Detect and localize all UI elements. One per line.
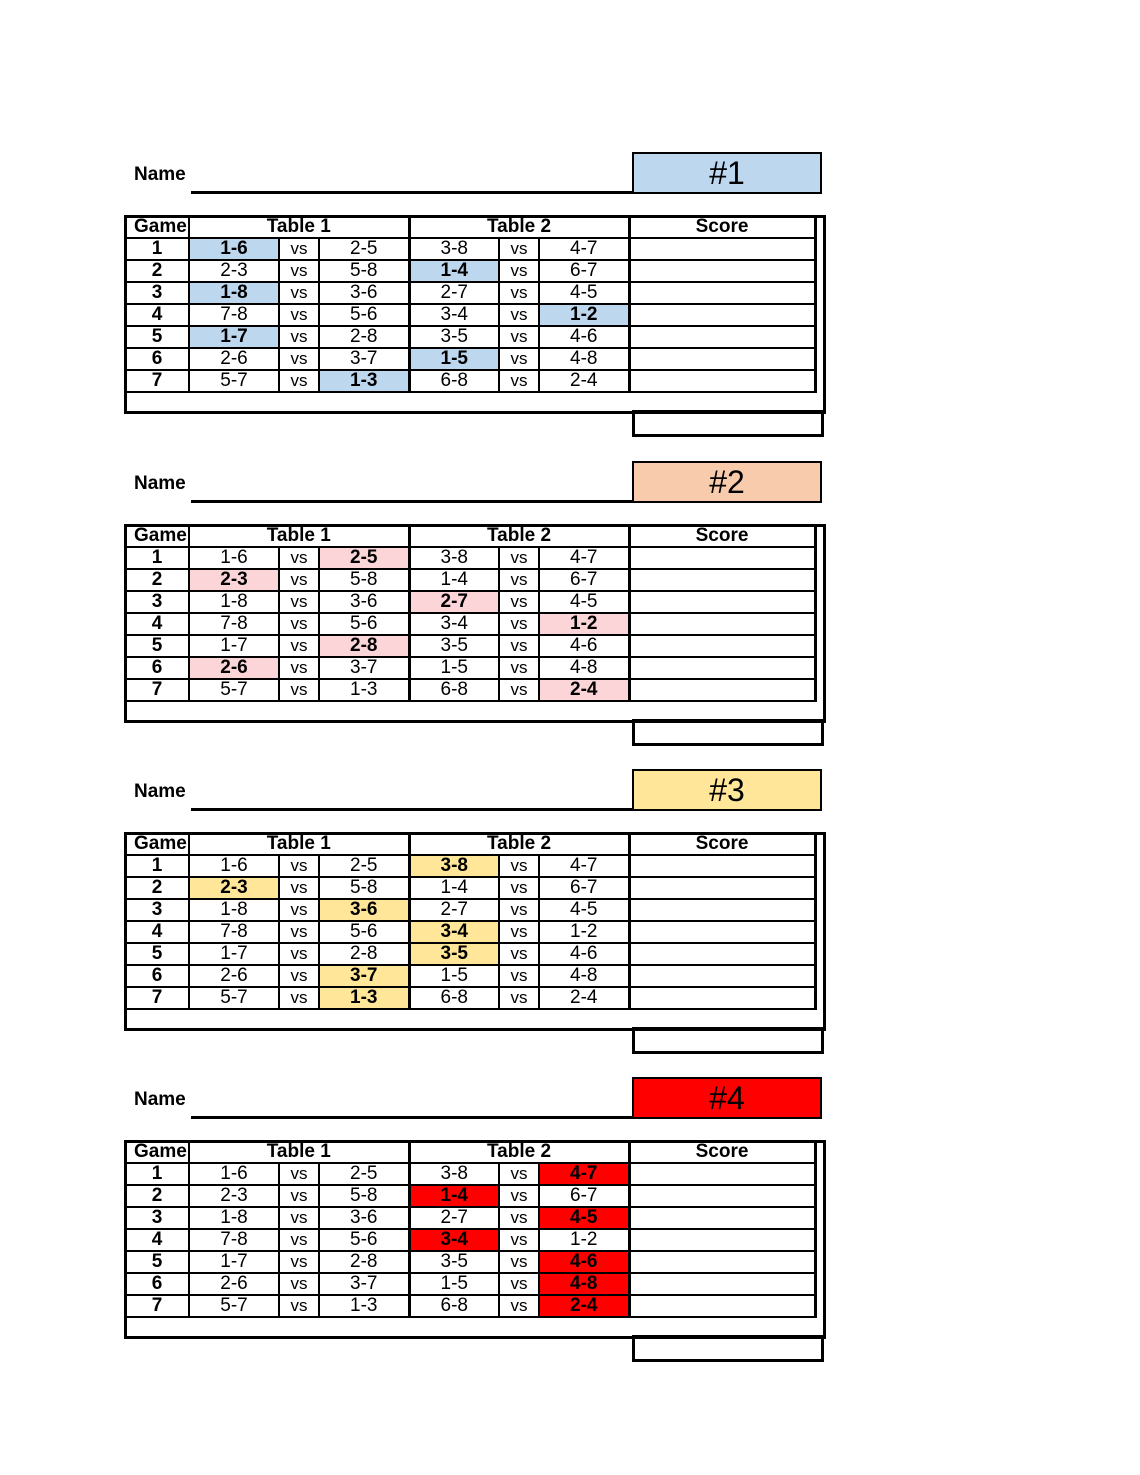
table-row bbox=[125, 921, 815, 943]
table2-team-b: 4-5 bbox=[539, 899, 629, 921]
table1-team-a: 1-8 bbox=[189, 282, 279, 304]
total-score-cell[interactable] bbox=[632, 1335, 824, 1362]
table2-team-a: 3-5 bbox=[409, 943, 499, 965]
table2-vs: vs bbox=[499, 326, 539, 348]
table1-team-a: 1-7 bbox=[189, 1251, 279, 1273]
score-cell[interactable] bbox=[629, 282, 815, 304]
table1-team-b: 5-8 bbox=[319, 1185, 409, 1207]
table2-vs: vs bbox=[499, 1273, 539, 1295]
header-table-2: Table 2 bbox=[409, 216, 629, 238]
table1-team-a: 5-7 bbox=[189, 987, 279, 1009]
table2-team-b: 1-2 bbox=[539, 613, 629, 635]
table-row bbox=[125, 282, 815, 304]
table1-team-b: 3-6 bbox=[319, 282, 409, 304]
table1-vs: vs bbox=[279, 569, 319, 591]
table1-vs: vs bbox=[279, 657, 319, 679]
table2-team-b: 2-4 bbox=[539, 370, 629, 392]
game-number: 3 bbox=[125, 899, 189, 921]
table-row bbox=[125, 569, 815, 591]
schedule-table bbox=[124, 1140, 817, 1318]
table-row bbox=[125, 1295, 815, 1317]
table1-team-b: 3-7 bbox=[319, 657, 409, 679]
table1-vs: vs bbox=[279, 965, 319, 987]
table-row bbox=[125, 1163, 815, 1185]
table2-team-b: 6-7 bbox=[539, 260, 629, 282]
table1-team-a: 1-8 bbox=[189, 899, 279, 921]
table1-team-a: 1-8 bbox=[189, 591, 279, 613]
table1-team-b: 2-5 bbox=[319, 238, 409, 260]
header-table-2: Table 2 bbox=[409, 525, 629, 547]
game-number: 5 bbox=[125, 943, 189, 965]
table1-team-b: 5-6 bbox=[319, 1229, 409, 1251]
table1-team-b: 2-8 bbox=[319, 635, 409, 657]
table-row bbox=[125, 370, 815, 392]
table2-team-a: 3-4 bbox=[409, 921, 499, 943]
table-row bbox=[125, 987, 815, 1009]
table1-vs: vs bbox=[279, 899, 319, 921]
table2-team-a: 6-8 bbox=[409, 1295, 499, 1317]
table2-vs: vs bbox=[499, 238, 539, 260]
table1-team-a: 1-6 bbox=[189, 238, 279, 260]
table1-vs: vs bbox=[279, 282, 319, 304]
table1-team-b: 3-7 bbox=[319, 1273, 409, 1295]
score-cell[interactable] bbox=[629, 877, 815, 899]
score-cell[interactable] bbox=[629, 613, 815, 635]
table1-vs: vs bbox=[279, 238, 319, 260]
table2-team-b: 2-4 bbox=[539, 987, 629, 1009]
table2-team-a: 3-8 bbox=[409, 855, 499, 877]
table2-team-a: 2-7 bbox=[409, 282, 499, 304]
score-cell[interactable] bbox=[629, 238, 815, 260]
header-table-1: Table 1 bbox=[189, 216, 409, 238]
game-number: 5 bbox=[125, 635, 189, 657]
table1-vs: vs bbox=[279, 547, 319, 569]
table-row bbox=[125, 855, 815, 877]
table1-team-a: 5-7 bbox=[189, 370, 279, 392]
table2-team-a: 6-8 bbox=[409, 987, 499, 1009]
table-header-row bbox=[125, 833, 815, 855]
table-row bbox=[125, 1229, 815, 1251]
table1-team-a: 2-3 bbox=[189, 260, 279, 282]
header-score: Score bbox=[629, 1141, 815, 1163]
table2-vs: vs bbox=[499, 1207, 539, 1229]
header-score: Score bbox=[629, 216, 815, 238]
table2-team-a: 6-8 bbox=[409, 679, 499, 701]
table1-team-a: 2-6 bbox=[189, 657, 279, 679]
table-row bbox=[125, 547, 815, 569]
table2-team-b: 4-8 bbox=[539, 657, 629, 679]
score-cell[interactable] bbox=[629, 326, 815, 348]
table2-team-a: 3-8 bbox=[409, 547, 499, 569]
score-cell[interactable] bbox=[629, 1251, 815, 1273]
table1-vs: vs bbox=[279, 591, 319, 613]
table2-team-a: 3-4 bbox=[409, 1229, 499, 1251]
score-cell[interactable] bbox=[629, 1207, 815, 1229]
table1-vs: vs bbox=[279, 943, 319, 965]
total-score-cell[interactable] bbox=[632, 410, 824, 437]
table1-team-b: 3-6 bbox=[319, 899, 409, 921]
score-cell[interactable] bbox=[629, 635, 815, 657]
table2-vs: vs bbox=[499, 899, 539, 921]
game-number: 4 bbox=[125, 921, 189, 943]
table2-team-b: 4-7 bbox=[539, 1163, 629, 1185]
table2-vs: vs bbox=[499, 547, 539, 569]
header-table-2: Table 2 bbox=[409, 833, 629, 855]
table2-team-b: 4-5 bbox=[539, 591, 629, 613]
table2-vs: vs bbox=[499, 921, 539, 943]
game-number: 2 bbox=[125, 877, 189, 899]
game-number: 7 bbox=[125, 679, 189, 701]
game-number: 4 bbox=[125, 613, 189, 635]
table1-vs: vs bbox=[279, 326, 319, 348]
game-number: 1 bbox=[125, 547, 189, 569]
table2-vs: vs bbox=[499, 855, 539, 877]
game-number: 3 bbox=[125, 1207, 189, 1229]
score-cell[interactable] bbox=[629, 569, 815, 591]
score-cell[interactable] bbox=[629, 547, 815, 569]
table2-vs: vs bbox=[499, 370, 539, 392]
table-row bbox=[125, 613, 815, 635]
name-entry-line[interactable] bbox=[191, 500, 634, 503]
header-game: Game bbox=[125, 1141, 189, 1163]
table2-team-b: 4-7 bbox=[539, 238, 629, 260]
sheet-number-badge: #3 bbox=[632, 769, 822, 811]
game-number: 3 bbox=[125, 282, 189, 304]
table1-team-a: 1-7 bbox=[189, 635, 279, 657]
score-cell[interactable] bbox=[629, 921, 815, 943]
table2-vs: vs bbox=[499, 1251, 539, 1273]
score-cell[interactable] bbox=[629, 591, 815, 613]
name-entry-line[interactable] bbox=[191, 191, 634, 194]
table-row bbox=[125, 1251, 815, 1273]
game-number: 4 bbox=[125, 304, 189, 326]
table2-team-a: 2-7 bbox=[409, 1207, 499, 1229]
score-cell[interactable] bbox=[629, 855, 815, 877]
table1-team-b: 1-3 bbox=[319, 1295, 409, 1317]
header-table-1: Table 1 bbox=[189, 833, 409, 855]
game-number: 7 bbox=[125, 1295, 189, 1317]
table1-team-b: 3-6 bbox=[319, 591, 409, 613]
table2-team-b: 4-5 bbox=[539, 282, 629, 304]
table-row bbox=[125, 943, 815, 965]
table1-vs: vs bbox=[279, 877, 319, 899]
table1-team-a: 2-3 bbox=[189, 569, 279, 591]
table1-team-b: 3-7 bbox=[319, 348, 409, 370]
table2-vs: vs bbox=[499, 260, 539, 282]
table1-team-a: 5-7 bbox=[189, 679, 279, 701]
score-cell[interactable] bbox=[629, 260, 815, 282]
table1-team-b: 2-8 bbox=[319, 326, 409, 348]
table2-team-b: 4-7 bbox=[539, 855, 629, 877]
total-score-cell[interactable] bbox=[632, 719, 824, 746]
table2-vs: vs bbox=[499, 591, 539, 613]
table-row bbox=[125, 679, 815, 701]
table2-team-b: 4-7 bbox=[539, 547, 629, 569]
table1-vs: vs bbox=[279, 1229, 319, 1251]
table1-team-b: 3-7 bbox=[319, 965, 409, 987]
table2-team-a: 2-7 bbox=[409, 591, 499, 613]
header-game: Game bbox=[125, 216, 189, 238]
table1-vs: vs bbox=[279, 304, 319, 326]
name-label: Name bbox=[134, 1089, 186, 1110]
schedule-table bbox=[124, 215, 817, 393]
score-cell[interactable] bbox=[629, 899, 815, 921]
table2-vs: vs bbox=[499, 965, 539, 987]
sheet-number-badge: #4 bbox=[632, 1077, 822, 1119]
table1-vs: vs bbox=[279, 679, 319, 701]
table1-vs: vs bbox=[279, 1163, 319, 1185]
name-entry-line[interactable] bbox=[191, 808, 634, 811]
table2-team-a: 3-4 bbox=[409, 304, 499, 326]
table1-team-a: 2-6 bbox=[189, 1273, 279, 1295]
sheet-number-badge: #1 bbox=[632, 152, 822, 194]
header-game: Game bbox=[125, 525, 189, 547]
table1-team-b: 2-8 bbox=[319, 1251, 409, 1273]
table1-team-a: 2-6 bbox=[189, 348, 279, 370]
table-row bbox=[125, 1207, 815, 1229]
score-cell[interactable] bbox=[629, 987, 815, 1009]
table1-vs: vs bbox=[279, 1207, 319, 1229]
schedule-table bbox=[124, 832, 817, 1010]
table2-team-a: 1-5 bbox=[409, 1273, 499, 1295]
table1-team-a: 1-8 bbox=[189, 1207, 279, 1229]
table2-team-a: 3-5 bbox=[409, 1251, 499, 1273]
table2-team-b: 6-7 bbox=[539, 877, 629, 899]
table2-team-b: 2-4 bbox=[539, 679, 629, 701]
game-number: 1 bbox=[125, 1163, 189, 1185]
game-number: 2 bbox=[125, 569, 189, 591]
table2-team-b: 1-2 bbox=[539, 304, 629, 326]
score-sheet bbox=[124, 769, 824, 1059]
header-table-1: Table 1 bbox=[189, 1141, 409, 1163]
table1-team-a: 1-6 bbox=[189, 1163, 279, 1185]
table2-vs: vs bbox=[499, 877, 539, 899]
table-row bbox=[125, 635, 815, 657]
table1-team-a: 1-7 bbox=[189, 326, 279, 348]
table1-team-b: 1-3 bbox=[319, 987, 409, 1009]
table2-team-b: 4-6 bbox=[539, 1251, 629, 1273]
header-score: Score bbox=[629, 525, 815, 547]
game-number: 3 bbox=[125, 591, 189, 613]
score-sheet bbox=[124, 1077, 824, 1367]
table-row bbox=[125, 304, 815, 326]
table1-team-b: 5-8 bbox=[319, 260, 409, 282]
table-header-row bbox=[125, 1141, 815, 1163]
table1-team-b: 2-5 bbox=[319, 855, 409, 877]
table2-vs: vs bbox=[499, 635, 539, 657]
table1-vs: vs bbox=[279, 987, 319, 1009]
table-header-row bbox=[125, 216, 815, 238]
table2-team-a: 1-4 bbox=[409, 1185, 499, 1207]
score-cell[interactable] bbox=[629, 304, 815, 326]
table2-vs: vs bbox=[499, 282, 539, 304]
table1-team-b: 1-3 bbox=[319, 370, 409, 392]
table2-team-b: 2-4 bbox=[539, 1295, 629, 1317]
table2-team-b: 4-6 bbox=[539, 943, 629, 965]
table1-team-b: 2-8 bbox=[319, 943, 409, 965]
name-label: Name bbox=[134, 473, 186, 494]
table2-team-a: 3-8 bbox=[409, 1163, 499, 1185]
table2-vs: vs bbox=[499, 943, 539, 965]
table2-vs: vs bbox=[499, 304, 539, 326]
table2-team-a: 3-8 bbox=[409, 238, 499, 260]
table2-team-b: 4-6 bbox=[539, 635, 629, 657]
table1-team-a: 1-6 bbox=[189, 547, 279, 569]
table1-vs: vs bbox=[279, 348, 319, 370]
game-number: 6 bbox=[125, 1273, 189, 1295]
table1-team-a: 2-3 bbox=[189, 877, 279, 899]
score-cell[interactable] bbox=[629, 1229, 815, 1251]
table1-vs: vs bbox=[279, 370, 319, 392]
name-label: Name bbox=[134, 781, 186, 802]
game-number: 1 bbox=[125, 238, 189, 260]
total-score-cell[interactable] bbox=[632, 1027, 824, 1054]
table2-team-b: 6-7 bbox=[539, 569, 629, 591]
table-row bbox=[125, 238, 815, 260]
game-number: 1 bbox=[125, 855, 189, 877]
table1-team-a: 5-7 bbox=[189, 1295, 279, 1317]
score-cell[interactable] bbox=[629, 657, 815, 679]
score-cell[interactable] bbox=[629, 1185, 815, 1207]
score-cell[interactable] bbox=[629, 1273, 815, 1295]
name-entry-line[interactable] bbox=[191, 1116, 634, 1119]
table1-vs: vs bbox=[279, 1295, 319, 1317]
table1-team-a: 7-8 bbox=[189, 304, 279, 326]
score-cell[interactable] bbox=[629, 679, 815, 701]
table2-vs: vs bbox=[499, 987, 539, 1009]
table2-team-a: 3-5 bbox=[409, 326, 499, 348]
table1-team-b: 2-5 bbox=[319, 547, 409, 569]
table2-vs: vs bbox=[499, 569, 539, 591]
game-number: 5 bbox=[125, 326, 189, 348]
game-number: 6 bbox=[125, 348, 189, 370]
table1-vs: vs bbox=[279, 1251, 319, 1273]
score-cell[interactable] bbox=[629, 370, 815, 392]
table2-team-b: 1-2 bbox=[539, 921, 629, 943]
table1-team-a: 7-8 bbox=[189, 1229, 279, 1251]
table2-team-a: 3-4 bbox=[409, 613, 499, 635]
sheet-number-badge: #2 bbox=[632, 461, 822, 503]
table2-team-a: 6-8 bbox=[409, 370, 499, 392]
table1-team-a: 7-8 bbox=[189, 921, 279, 943]
table2-team-b: 4-8 bbox=[539, 348, 629, 370]
schedule-table bbox=[124, 524, 817, 702]
table2-team-b: 4-5 bbox=[539, 1207, 629, 1229]
table1-team-b: 2-5 bbox=[319, 1163, 409, 1185]
table1-team-b: 5-8 bbox=[319, 877, 409, 899]
table2-team-b: 4-6 bbox=[539, 326, 629, 348]
table1-vs: vs bbox=[279, 613, 319, 635]
score-sheet bbox=[124, 152, 824, 442]
table-header-row bbox=[125, 525, 815, 547]
table1-vs: vs bbox=[279, 1273, 319, 1295]
table1-team-b: 3-6 bbox=[319, 1207, 409, 1229]
table2-team-b: 6-7 bbox=[539, 1185, 629, 1207]
table-row bbox=[125, 591, 815, 613]
table2-vs: vs bbox=[499, 1163, 539, 1185]
table2-team-a: 1-4 bbox=[409, 260, 499, 282]
score-cell[interactable] bbox=[629, 1295, 815, 1317]
table2-team-a: 1-5 bbox=[409, 348, 499, 370]
header-table-1: Table 1 bbox=[189, 525, 409, 547]
table2-vs: vs bbox=[499, 1185, 539, 1207]
table1-team-a: 2-6 bbox=[189, 965, 279, 987]
table1-team-b: 5-8 bbox=[319, 569, 409, 591]
table1-team-b: 5-6 bbox=[319, 304, 409, 326]
table1-vs: vs bbox=[279, 260, 319, 282]
table1-team-a: 1-7 bbox=[189, 943, 279, 965]
header-score: Score bbox=[629, 833, 815, 855]
game-number: 6 bbox=[125, 657, 189, 679]
table2-vs: vs bbox=[499, 348, 539, 370]
table1-team-a: 7-8 bbox=[189, 613, 279, 635]
table1-team-b: 5-6 bbox=[319, 921, 409, 943]
header-table-2: Table 2 bbox=[409, 1141, 629, 1163]
table1-team-b: 5-6 bbox=[319, 613, 409, 635]
name-label: Name bbox=[134, 164, 186, 185]
game-number: 4 bbox=[125, 1229, 189, 1251]
table-row bbox=[125, 965, 815, 987]
score-cell[interactable] bbox=[629, 943, 815, 965]
table1-vs: vs bbox=[279, 855, 319, 877]
table1-team-a: 2-3 bbox=[189, 1185, 279, 1207]
table2-team-a: 1-5 bbox=[409, 965, 499, 987]
table2-team-a: 2-7 bbox=[409, 899, 499, 921]
table2-team-a: 3-5 bbox=[409, 635, 499, 657]
game-number: 7 bbox=[125, 987, 189, 1009]
table1-team-b: 1-3 bbox=[319, 679, 409, 701]
game-number: 2 bbox=[125, 1185, 189, 1207]
table2-team-b: 4-8 bbox=[539, 1273, 629, 1295]
table2-team-a: 1-4 bbox=[409, 877, 499, 899]
header-game: Game bbox=[125, 833, 189, 855]
score-sheet bbox=[124, 461, 824, 751]
table-row bbox=[125, 326, 815, 348]
game-number: 5 bbox=[125, 1251, 189, 1273]
table-row bbox=[125, 899, 815, 921]
table2-vs: vs bbox=[499, 1295, 539, 1317]
table-row bbox=[125, 260, 815, 282]
table1-vs: vs bbox=[279, 921, 319, 943]
table-row bbox=[125, 1185, 815, 1207]
game-number: 6 bbox=[125, 965, 189, 987]
table2-team-a: 1-5 bbox=[409, 657, 499, 679]
table1-vs: vs bbox=[279, 635, 319, 657]
table2-vs: vs bbox=[499, 1229, 539, 1251]
table-row bbox=[125, 1273, 815, 1295]
table-row bbox=[125, 348, 815, 370]
score-cell[interactable] bbox=[629, 1163, 815, 1185]
table2-vs: vs bbox=[499, 679, 539, 701]
table2-team-a: 1-4 bbox=[409, 569, 499, 591]
game-number: 7 bbox=[125, 370, 189, 392]
table1-team-a: 1-6 bbox=[189, 855, 279, 877]
table1-vs: vs bbox=[279, 1185, 319, 1207]
table-row bbox=[125, 877, 815, 899]
table2-team-b: 1-2 bbox=[539, 1229, 629, 1251]
table-row bbox=[125, 657, 815, 679]
table2-team-b: 4-8 bbox=[539, 965, 629, 987]
score-cell[interactable] bbox=[629, 348, 815, 370]
score-cell[interactable] bbox=[629, 965, 815, 987]
game-number: 2 bbox=[125, 260, 189, 282]
table2-vs: vs bbox=[499, 613, 539, 635]
table2-vs: vs bbox=[499, 657, 539, 679]
